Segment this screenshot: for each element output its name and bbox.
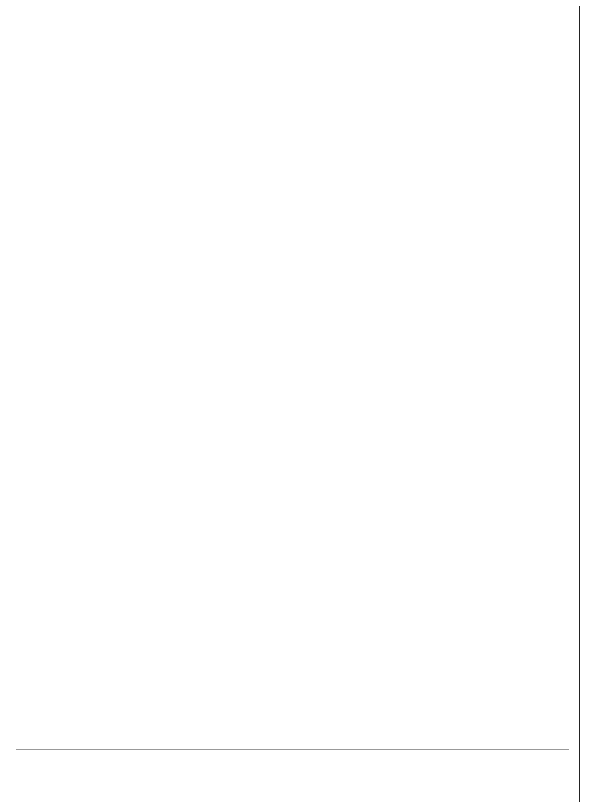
- list-item: [16, 507, 569, 524]
- document-page: [10, 6, 580, 802]
- list-item-text: [16, 527, 565, 561]
- list-item: [16, 333, 569, 350]
- footnote: [16, 749, 569, 762]
- paragraph-closing-1: [16, 584, 569, 652]
- list-item: [16, 430, 569, 464]
- list-item-text: [16, 353, 565, 370]
- list-item-text: [16, 430, 565, 464]
- paragraph-intro: [16, 8, 569, 93]
- couplet-line-2-right: [329, 186, 449, 203]
- list-item-text: [16, 564, 565, 581]
- paragraph-closing-3: [16, 728, 569, 745]
- list-item: [16, 564, 569, 581]
- list-item: [16, 313, 569, 330]
- paragraph-second: [16, 97, 569, 165]
- list-item-text: [16, 467, 565, 484]
- couplet-line-2-left: [146, 186, 266, 203]
- couplet-line-1: [16, 169, 569, 186]
- paragraph-fourth: [16, 275, 569, 309]
- couplet-line-1-left: [106, 169, 226, 186]
- list-item-text: [16, 313, 565, 330]
- list-item-text: [16, 487, 565, 504]
- paragraph-closing-2: [16, 656, 569, 724]
- list-item: [16, 373, 569, 390]
- list-item: [16, 527, 569, 561]
- list-item-text: [16, 333, 565, 350]
- list-item: [16, 487, 569, 504]
- list-item-text: [16, 507, 565, 524]
- couplet-line-2: [16, 186, 569, 203]
- list-item: [16, 353, 569, 370]
- list-item: [16, 393, 569, 427]
- list-item-text: [16, 393, 565, 427]
- list-item: [16, 467, 569, 484]
- paragraph-third: [16, 203, 569, 271]
- couplet-line-1-right: [399, 169, 519, 186]
- numbered-list: [16, 313, 569, 581]
- list-item-text: [16, 373, 565, 390]
